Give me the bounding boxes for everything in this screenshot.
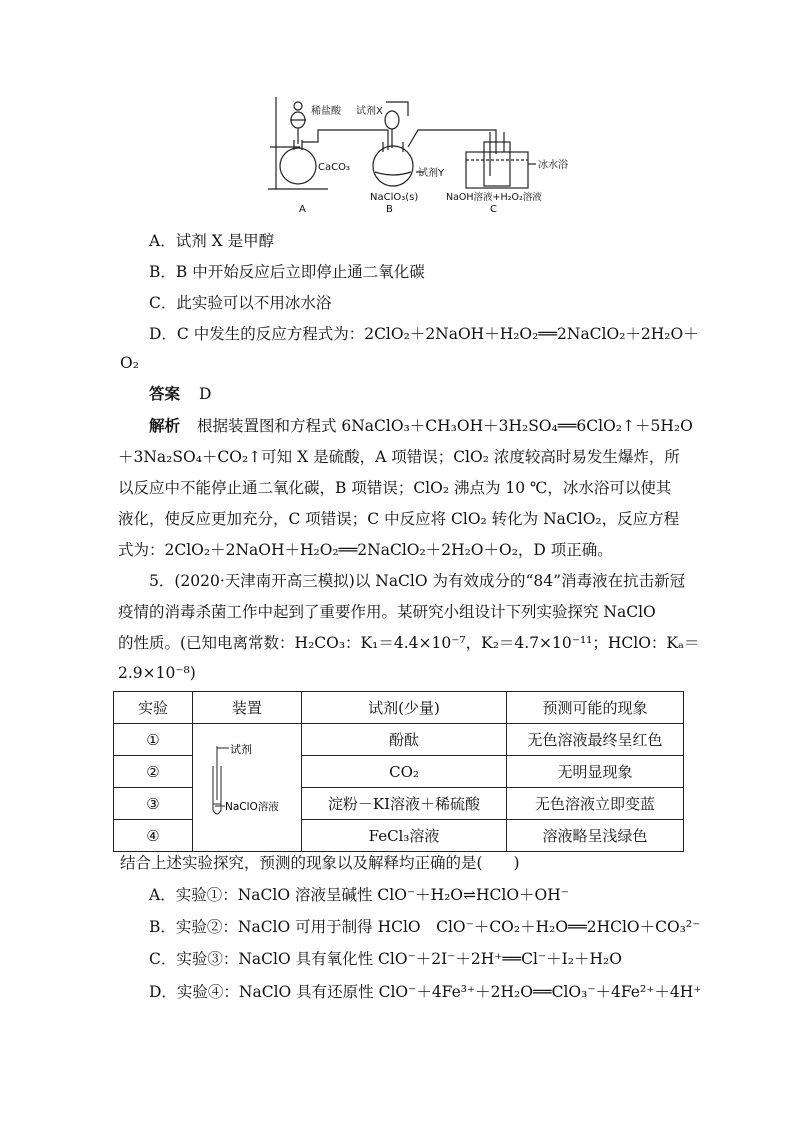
answer-value: D [198,385,212,403]
label-b: B [386,204,393,215]
q5-option-a: A．实验①：NaClO 溶液呈碱性 ClO⁻＋H₂O⇌HClO＋OH⁻ [149,886,569,904]
q5-stem-3: 的性质。(已知电离常数：H₂CO₃：K₁＝4.4×10⁻⁷，K₂＝4.7×10⁻¹¹；HClO：Kₐ＝ [118,634,700,652]
row-phenomenon: 溶液略呈浅绿色 [507,820,684,852]
tube-label-reagent: 试剂 [230,742,252,756]
label-ice-bath: 冰水浴 [538,160,568,171]
tube-label-solution: NaClO溶液 [225,800,279,813]
q5-question: 结合上述实验探究，预测的现象以及解释均正确的是( ) [120,854,520,872]
q5-option-b: B．实验②：NaClO 可用于制得 HClO ClO⁻＋CO₂＋H₂O══2HClO＋CO₃²⁻ [149,918,701,936]
analysis-text-1: 根据装置图和方程式 6NaClO₃＋CH₃OH＋3H₂SO₄══6ClO₂↑＋5H₂O [196,417,693,435]
analysis-line-5: 式为：2ClO₂＋2NaOH＋H₂O₂══2NaClO₂＋2H₂O＋O₂，D 项正确。 [118,541,613,559]
answer-label: 答案 [149,384,181,403]
header-apparatus: 装置 [193,692,302,724]
label-a: A [299,204,306,215]
analysis-label: 解析 [149,416,181,435]
label-caco3: CaCO₃ [318,162,350,173]
q5-stem-4: 2.9×10⁻⁸) [118,664,196,682]
row-reagent: CO₂ [302,756,507,788]
row-exp: ③ [114,788,193,820]
analysis-line-2: ＋3Na₂SO₄＋CO₂↑可知 X 是硫酸，A 项错误；ClO₂ 浓度较高时易发生爆炸，所 [118,448,680,466]
row-reagent: 淀粉－KI溶液＋稀硫酸 [302,788,507,820]
apparatus-figure [258,92,578,222]
header-exp: 实验 [114,692,193,724]
q4-option-b: B．B 中开始反应后立即停止通二氧化碳 [149,263,425,281]
q5-option-d: D．实验④：NaClO 具有还原性 ClO⁻＋4Fe³⁺＋2H₂O══ClO₃⁻＋4Fe²⁺＋4H⁺ [149,983,702,1001]
table-header-row [114,692,684,724]
label-solution-c: NaOH溶液+H₂O₂溶液 [446,192,542,203]
q4-option-a: A．试剂 X 是甲醇 [149,232,275,250]
analysis-line-1 [149,415,693,437]
header-reagent: 试剂(少量) [302,692,507,724]
q5-stem-1: 5．(2020·天津南开高三模拟)以 NaClO 为有效成分的“84”消毒液在抗击新冠 [149,572,686,590]
q4-option-c: C．此实验可以不用冰水浴 [149,294,332,312]
apparatus-cell [193,724,302,852]
test-tube-diagram [195,726,299,846]
row-exp: ② [114,756,193,788]
table-row [114,724,684,756]
row-reagent: FeCl₃溶液 [302,820,507,852]
row-phenomenon: 无色溶液最终呈红色 [507,724,684,756]
row-exp: ① [114,724,193,756]
q5-option-c: C．实验③：NaClO 具有氧化性 ClO⁻＋2I⁻＋2H⁺══Cl⁻＋I₂＋H₂O [149,950,622,968]
answer-line [149,383,211,405]
label-c: C [490,204,497,215]
header-phenomenon: 预测可能的现象 [507,692,684,724]
label-reagent-y: 试剂Y [418,168,445,179]
q4-option-d-cont: O₂ [120,354,139,372]
analysis-line-4: 液化，使反应更加充分，C 项错误；C 中反应将 ClO₂ 转化为 NaClO₂，反应方程 [118,510,680,528]
q4-option-d: D．C 中发生的反应方程式为：2ClO₂＋2NaOH＋H₂O₂══2NaClO₂＋2H₂O＋ [149,325,699,343]
row-exp: ④ [114,820,193,852]
row-reagent: 酚酞 [302,724,507,756]
label-hcl: 稀盐酸 [311,106,341,117]
row-phenomenon: 无色溶液立即变蓝 [507,788,684,820]
label-reagent-x: 试剂X [356,106,383,117]
row-phenomenon: 无明显现象 [507,756,684,788]
analysis-line-3: 以反应中不能停止通二氧化碳，B 项错误；ClO₂ 沸点为 10 ℃，冰水浴可以使其 [118,479,672,497]
q5-stem-2: 疫情的消毒杀菌工作中起到了重要作用。某研究小组设计下列实验探究 NaClO [118,603,656,621]
label-naclo3: NaClO₃(s) [370,192,419,203]
experiment-table [113,691,684,852]
